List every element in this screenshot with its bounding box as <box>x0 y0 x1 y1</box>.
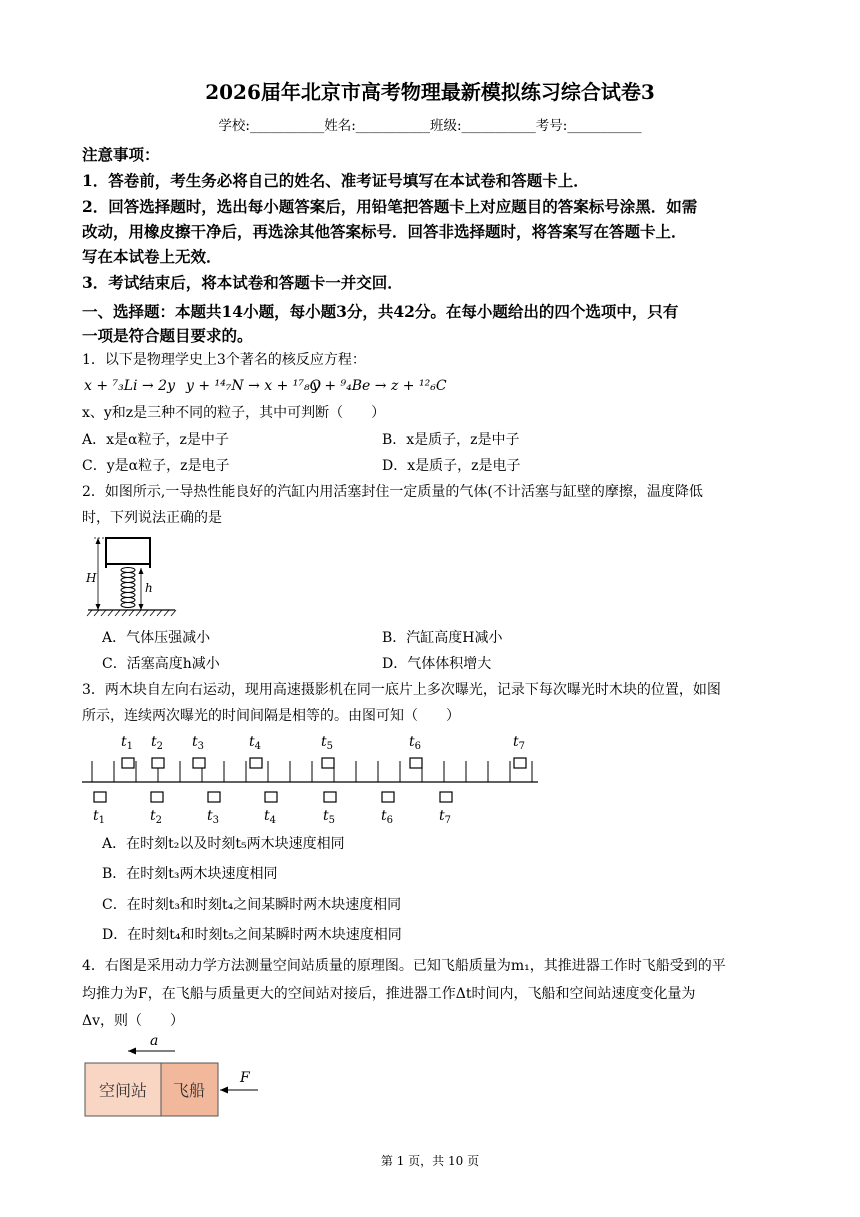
top-block <box>122 758 134 768</box>
notice-item: 3．考试结束后，将本试卷和答题卡一并交回． <box>82 273 403 292</box>
notice-heading: 注意事项： <box>82 145 160 164</box>
q3-stem: 3．两木块自左向右运动，现用高速摄影机在同一底片上多次曝光，记录下每次曝光时木块的位置，如图 <box>82 682 721 698</box>
time-label: $t_4$ <box>249 734 262 752</box>
page-footer: 第 1 页，共 10 页 <box>380 1154 480 1168</box>
notice-item: 改动，用橡皮擦干净后，再选涂其他答案标号．回答非选择题时，将答案写在答题卡上． <box>82 222 687 241</box>
bottom-block <box>440 792 452 802</box>
page-title: 2026届年北京市高考物理最新模拟练习综合试卷3 <box>205 80 655 104</box>
time-label: $t_4$ <box>264 808 277 826</box>
time-label: $t_5$ <box>323 808 336 826</box>
time-label: $t_6$ <box>381 808 394 826</box>
q1-equation-2: y + ¹⁴₇N → x + ¹⁷₈O <box>186 378 322 394</box>
q2-option-d[interactable]: D．气体体积增大 <box>382 656 492 672</box>
label-a: a <box>150 1033 159 1049</box>
time-label: $t_6$ <box>409 734 422 752</box>
time-label: $t_3$ <box>192 734 205 752</box>
time-label: $t_3$ <box>207 808 220 826</box>
label-F: F <box>240 1070 250 1086</box>
q1-equation-3: y + ⁹₄Be → z + ¹²₆C <box>312 378 447 394</box>
section-heading: 一、选择题：本题共14小题，每小题3分，共42分。在每小题给出的四个选项中，只有 <box>82 302 679 321</box>
top-block <box>410 758 422 768</box>
bottom-block <box>208 792 220 802</box>
cylinder-diagram <box>80 534 190 620</box>
time-label: $t_5$ <box>321 734 334 752</box>
q3-option-a[interactable]: A．在时刻t₂以及时刻t₅两木块速度相同 <box>102 836 345 852</box>
bottom-block <box>324 792 336 802</box>
q4-stem-cont2: Δv，则（ ） <box>82 1013 185 1029</box>
q3-option-c[interactable]: C．在时刻t₃和时刻t₄之间某瞬时两木块速度相同 <box>102 897 402 913</box>
q3-option-b[interactable]: B．在时刻t₃两木块速度相同 <box>102 866 278 882</box>
q2-stem: 2．如图所示,一导热性能良好的汽缸内用活塞封住一定质量的气体(不计活塞与缸壁的摩擦，温度降低 <box>82 484 703 500</box>
q2-option-c[interactable]: C．活塞高度h减小 <box>102 656 220 672</box>
q1-option-b[interactable]: B．x是质子，z是中子 <box>382 432 520 448</box>
bottom-block <box>151 792 163 802</box>
q1-equation-1: x + ⁷₃Li → 2y <box>84 378 175 394</box>
top-block <box>250 758 262 768</box>
time-label: $t_7$ <box>513 734 526 752</box>
top-block <box>514 758 526 768</box>
station-diagram <box>80 1030 280 1120</box>
bottom-block <box>265 792 277 802</box>
q2-stem-cont: 时，下列说法正确的是 <box>82 510 222 526</box>
student-info-line: 学校:___________姓名:___________班级:___________考号:___________ <box>218 118 642 134</box>
q4-stem: 4．右图是采用动力学方法测量空间站质量的原理图。已知飞船质量为m₁，其推进器工作时飞船受到的平 <box>82 958 726 974</box>
bottom-block <box>94 792 106 802</box>
time-label: $t_1$ <box>93 808 106 826</box>
q1-prompt: x、y和z是三种不同的粒子，其中可判断（ ） <box>82 405 386 421</box>
station-label: 空间站 <box>98 1081 148 1100</box>
q1-option-a[interactable]: A．x是α粒子，z是中子 <box>82 432 229 448</box>
q1-stem: 1．以下是物理学史上3个著名的核反应方程： <box>82 352 366 368</box>
q2-option-a[interactable]: A．气体压强减小 <box>102 630 211 646</box>
q3-stem-cont: 所示，连续两次曝光的时间间隔是相等的。由图可知（ ） <box>82 708 460 724</box>
q1-option-c[interactable]: C．y是α粒子，z是电子 <box>82 458 230 474</box>
q1-option-d[interactable]: D．x是质子，z是电子 <box>382 458 521 474</box>
time-label: $t_7$ <box>439 808 452 826</box>
q4-stem-cont: 均推力为F，在飞船与质量更大的空间站对接后，推进器工作Δt时间内，飞船和空间站速度变化量为 <box>82 986 696 1002</box>
notice-item: 2．回答选择题时，选出每小题答案后，用铅笔把答题卡上对应题目的答案标号涂黑．如需 <box>82 197 698 216</box>
time-label: $t_2$ <box>150 808 163 826</box>
q3-option-d[interactable]: D．在时刻t₄和时刻t₅之间某瞬时两木块速度相同 <box>102 927 402 943</box>
top-block <box>193 758 205 768</box>
top-block <box>152 758 164 768</box>
time-label: $t_2$ <box>151 734 164 752</box>
q2-option-b[interactable]: B．汽缸高度H减小 <box>382 630 503 646</box>
ship-label: 飞船 <box>172 1081 206 1100</box>
label-h: h <box>145 581 153 595</box>
notice-item: 写在本试卷上无效． <box>82 247 222 266</box>
top-block <box>322 758 334 768</box>
exposure-diagram <box>80 730 550 830</box>
notice-item: 1．答卷前，考生务必将自己的姓名、准考证号填写在本试卷和答题卡上． <box>82 171 589 190</box>
bottom-block <box>382 792 394 802</box>
section-heading-cont: 一项是符合题目要求的。 <box>82 326 253 345</box>
time-label: $t_1$ <box>121 734 134 752</box>
label-H: H <box>86 571 97 585</box>
